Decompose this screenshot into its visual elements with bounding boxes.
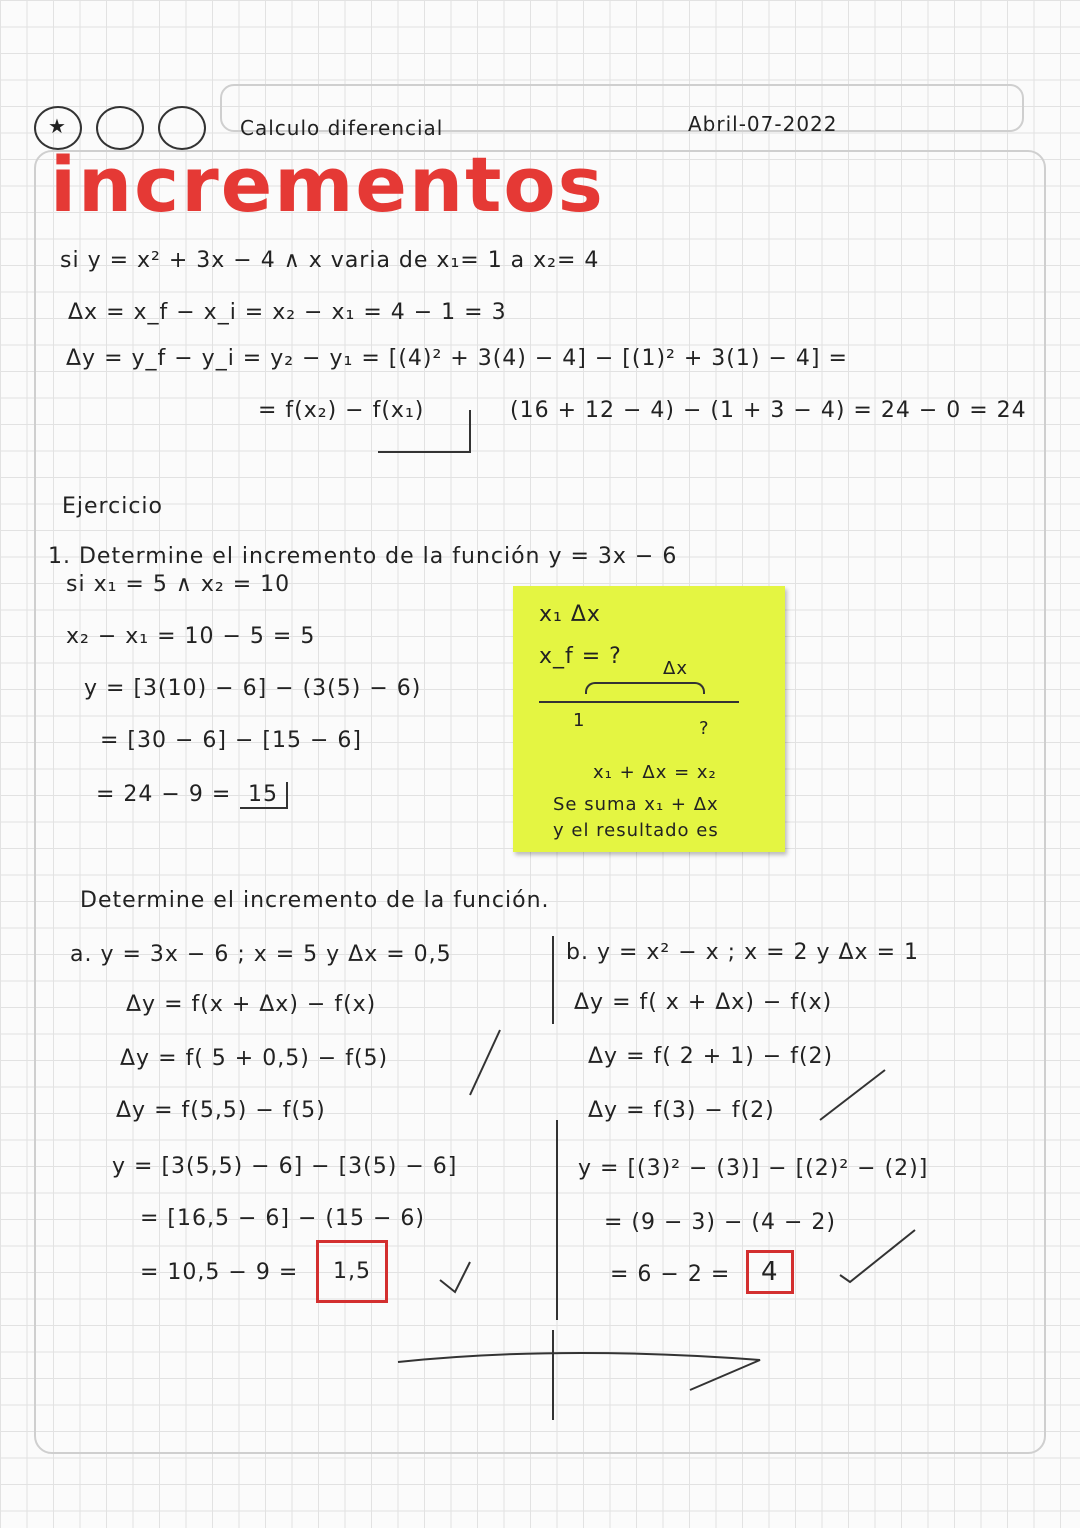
tick-label: 1 [573,710,586,731]
part-b-line: Δy = f( x + Δx) − f(x) [574,990,833,1015]
intro-line: (16 + 12 − 4) − (1 + 3 − 4) = 24 − 0 = 24 [510,398,1027,423]
part-b-line: = 6 − 2 = [610,1262,731,1287]
part-a-line: = [16,5 − 6] − (15 − 6) [140,1206,425,1231]
check-mark [470,1030,500,1095]
step: = [30 − 6] − [15 − 6] [100,728,363,753]
part-b-line: Δy = f(3) − f(2) [588,1098,775,1123]
given: si x₁ = 5 ∧ x₂ = 10 [66,572,291,597]
check-mark [820,1070,885,1120]
step: = 24 − 9 = [96,782,232,807]
check-mark [840,1230,915,1282]
part-a-line: y = [3(5,5) − 6] − [3(5) − 6] [112,1154,458,1179]
tick-label: ? [699,718,710,739]
intro-line: Δy = y_f − y_i = y₂ − y₁ = [(4)² + 3(4) − 4] − [(1)² + 3(1) − 4] = [66,346,848,371]
sticky-text: x₁ Δx [539,602,601,627]
part-b-line: b. y = x² − x ; x = 2 y Δx = 1 [566,940,919,965]
brace-label: Δx [663,658,688,679]
subject: Calculo diferencial [240,116,444,140]
underline [378,410,470,452]
star-icon: ★ [48,114,66,138]
part-a-line: Δy = f(5,5) − f(5) [116,1098,326,1123]
question-1: 1. Determine el incremento de la función y = 3x − 6 [48,544,678,569]
part-b-line: = (9 − 3) − (4 − 2) [604,1210,837,1235]
part-a-line: Δy = f( 5 + 0,5) − f(5) [120,1046,389,1071]
exercise-heading: Ejercicio [62,494,163,519]
part2-heading: Determine el incremento de la función. [80,888,550,913]
check-mark [440,1262,470,1292]
step: y = [3(10) − 6] − (3(5) − 6) [84,676,422,701]
part-a-line: Δy = f(x + Δx) − f(x) [126,992,377,1017]
sticky-text: y el resultado es [553,820,719,841]
answer-box-b: 4 [746,1250,794,1294]
step: x₂ − x₁ = 10 − 5 = 5 [66,624,316,649]
answer: 15 [240,782,288,809]
sticky-text: x₁ + Δx = x₂ [593,762,717,783]
date: Abril-07-2022 [688,112,838,136]
intro-line: si y = x² + 3x − 4 ∧ x varia de x₁= 1 a x₂= 4 [60,248,600,273]
page-title: incrementos [50,140,605,229]
part-a-line: a. y = 3x − 6 ; x = 5 y Δx = 0,5 [70,942,452,967]
intro-line: = f(x₂) − f(x₁) [258,398,425,423]
answer-box-a: 1,5 [316,1240,388,1303]
axis-line [398,1353,760,1390]
sticky-text: Se suma x₁ + Δx [553,794,719,815]
sticky-text: x_f = ? [539,644,622,669]
part-b-line: Δy = f( 2 + 1) − f(2) [588,1044,834,1069]
part-b-line: y = [(3)² − (3)] − [(2)² − (2)] [578,1156,929,1181]
part-a-line: = 10,5 − 9 = [140,1260,299,1285]
intro-line: Δx = x_f − x_i = x₂ − x₁ = 4 − 1 = 3 [68,300,507,325]
